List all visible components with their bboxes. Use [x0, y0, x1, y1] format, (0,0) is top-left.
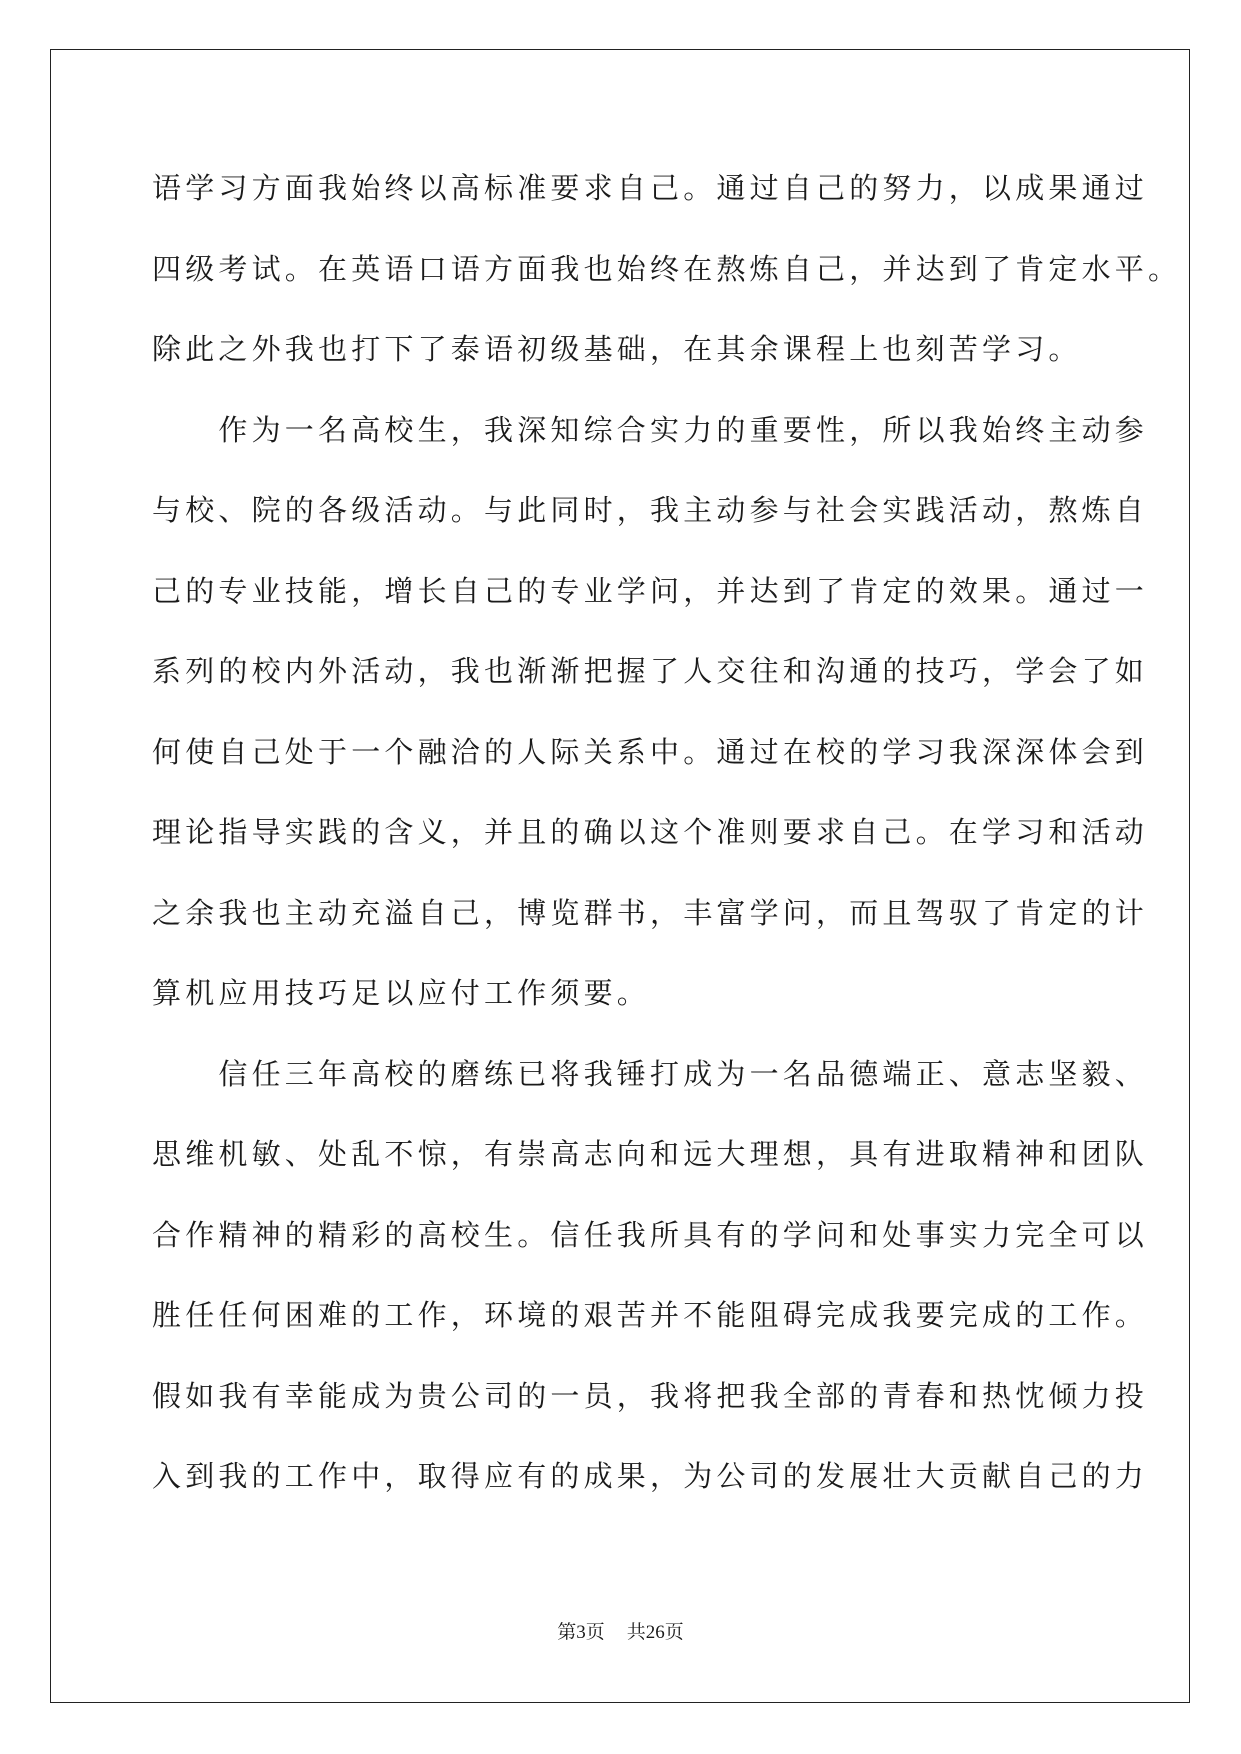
text-line-16: 假如我有幸能成为贵公司的一员，我将把我全部的青春和热忱倾力投 — [152, 1378, 1149, 1413]
page-number: 第3页 — [557, 1622, 605, 1643]
text-line-9: 理论指导实践的含义，并且的确以这个准则要求自己。在学习和活动 — [152, 815, 1149, 849]
document-body — [152, 162, 1182, 1531]
text-line-3: 除此之外我也打下了泰语初级基础，在其余课程上也刻苦学习。 — [152, 332, 1082, 366]
page-total: 共26页 — [626, 1622, 684, 1643]
text-line-5: 与校、院的各级活动。与此同时，我主动参与社会实践活动，熬炼自 — [152, 493, 1149, 527]
text-line-2: 四级考试。在英语口语方面我也始终在熬炼自己，并达到了肯定水平。 — [152, 251, 1182, 286]
text-line-1: 语学习方面我始终以高标准要求自己。通过自己的努力，以成果通过 — [152, 171, 1149, 205]
text-line-13: 思维机敏、处乱不惊，有崇高志向和远大理想，具有进取精神和团队 — [152, 1137, 1149, 1171]
text-line-6: 己的专业技能，增长自己的专业学问，并达到了肯定的效果。通过一 — [152, 573, 1149, 608]
page-footer — [0, 1617, 1241, 1644]
text-line-14: 合作精神的精彩的高校生。信任我所具有的学问和处事实力完全可以 — [152, 1217, 1149, 1252]
text-line-10: 之余我也主动充溢自己，博览群书，丰富学问，而且驾驭了肯定的计 — [152, 895, 1149, 930]
text-line-15: 胜任任何困难的工作，环境的艰苦并不能阻碍完成我要完成的工作。 — [152, 1298, 1149, 1332]
text-line-11: 算机应用技巧足以应付工作须要。 — [152, 976, 651, 1010]
text-line-17: 入到我的工作中，取得应有的成果，为公司的发展壮大贡献自己的力 — [152, 1459, 1149, 1493]
text-line-12: 信任三年高校的磨练已将我锤打成为一名品德端正、意志坚毅、 — [152, 1056, 1149, 1091]
text-line-4: 作为一名高校生，我深知综合实力的重要性，所以我始终主动参 — [152, 412, 1149, 447]
text-line-8: 何使自己处于一个融洽的人际关系中。通过在校的学习我深深体会到 — [152, 734, 1149, 769]
text-line-7: 系列的校内外活动，我也渐渐把握了人交往和沟通的技巧，学会了如 — [152, 654, 1149, 688]
